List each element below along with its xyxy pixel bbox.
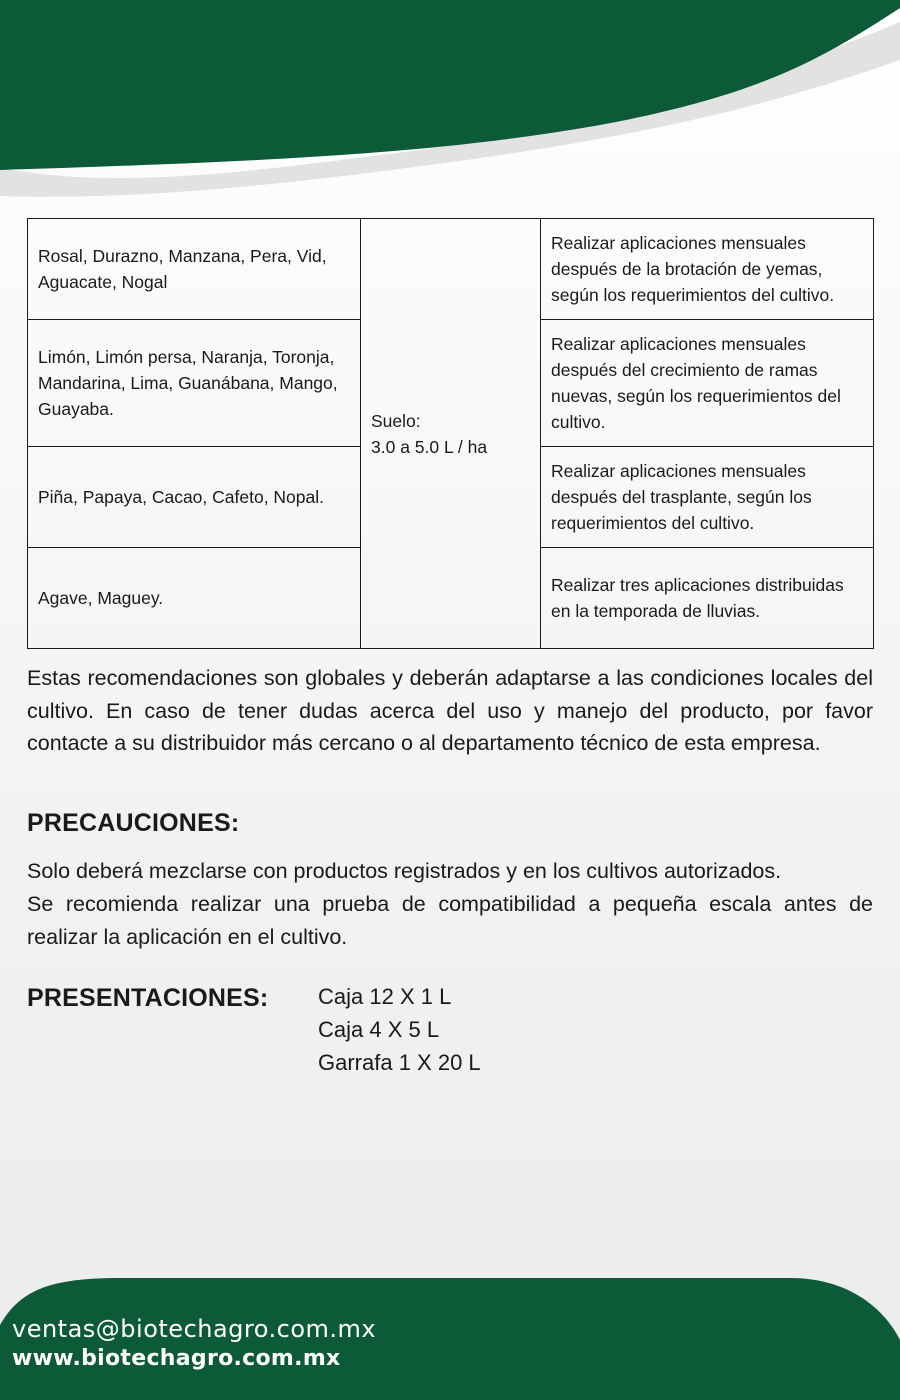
dosage-table bbox=[27, 218, 874, 649]
crops-cell: Agave, Maguey. bbox=[28, 548, 361, 649]
precautions-heading: PRECAUCIONES: bbox=[27, 809, 240, 837]
header-wave-decoration bbox=[0, 0, 900, 210]
presentations-list bbox=[318, 980, 481, 1079]
crops-cell: Rosal, Durazno, Manzana, Pera, Vid, Aguacate, Nogal bbox=[28, 219, 361, 320]
instructions-cell: Realizar aplicaciones mensuales después de la brotación de yemas, según los requerimientos del cultivo. bbox=[541, 219, 874, 320]
table-row bbox=[28, 219, 874, 320]
precautions-line-1: Solo deberá mezclarse con productos registrados y en los cultivos autorizados. bbox=[27, 859, 782, 883]
footer-website[interactable]: www.biotechagro.com.mx bbox=[12, 1346, 341, 1371]
list-item: Caja 12 X 1 L bbox=[318, 984, 452, 1009]
list-item: Garrafa 1 X 20 L bbox=[318, 1050, 481, 1075]
dose-cell: Suelo: 3.0 a 5.0 L / ha bbox=[361, 219, 541, 649]
crops-cell: Limón, Limón persa, Naranja, Toronja, Mandarina, Lima, Guanábana, Mango, Guayaba. bbox=[28, 320, 361, 447]
recommendation-paragraph: Estas recomendaciones son globales y deberán adaptarse a las condiciones locales del cultivo. En caso de tener dudas acerca del uso y manejo del producto, por favor contacte a su distribuidor más cercano o al departamento técnico de esta empresa. bbox=[27, 666, 873, 755]
list-item: Caja 4 X 5 L bbox=[318, 1017, 440, 1042]
instructions-cell: Realizar tres aplicaciones distribuidas en la temporada de lluvias. bbox=[541, 548, 874, 649]
crops-cell: Piña, Papaya, Cacao, Cafeto, Nopal. bbox=[28, 447, 361, 548]
instructions-cell: Realizar aplicaciones mensuales después del crecimiento de ramas nuevas, según los requerimientos del cultivo. bbox=[541, 320, 874, 447]
instructions-cell: Realizar aplicaciones mensuales después del trasplante, según los requerimientos del cultivo. bbox=[541, 447, 874, 548]
presentations-heading: PRESENTACIONES: bbox=[27, 984, 269, 1012]
precautions-line-2: Se recomienda realizar una prueba de compatibilidad a pequeña escala antes de realizar la aplicación en el cultivo. bbox=[27, 892, 873, 949]
footer-email[interactable]: ventas@biotechagro.com.mx bbox=[12, 1315, 377, 1343]
